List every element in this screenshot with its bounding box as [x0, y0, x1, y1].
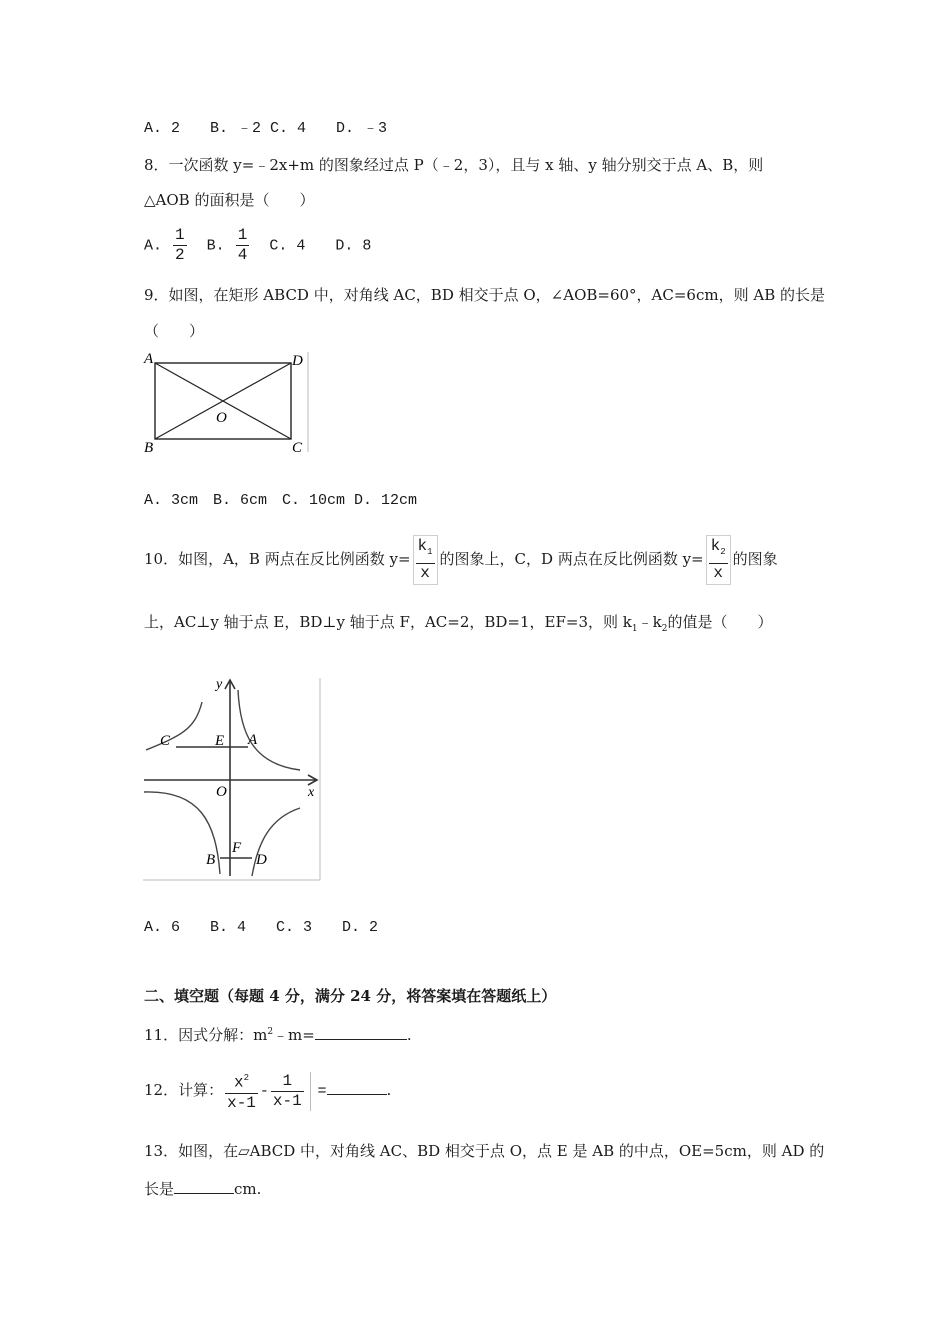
fraction-numerator: 1: [271, 1072, 304, 1092]
label-a: A: [248, 732, 258, 748]
q10-stem-part1: 10．如图，A，B 两点在反比例函数 y=: [144, 550, 411, 568]
q11-end: .: [406, 1026, 412, 1044]
q13-prefix: 长是: [144, 1180, 175, 1198]
q11-suffix: ﹣m=: [273, 1026, 315, 1044]
q7-options: A. 2 B. ﹣2 C. 4 D. ﹣3: [144, 120, 388, 137]
fraction-numerator: 1: [237, 226, 248, 244]
fraction-numerator: [225, 1069, 258, 1093]
k-subscript: 1: [427, 547, 433, 558]
q10-stem-line2b: ﹣k: [637, 613, 662, 631]
q11-line: [144, 1022, 412, 1045]
curve-second-quadrant: [146, 702, 202, 750]
fraction-denominator: x-1: [272, 1091, 302, 1110]
label-a: A: [144, 351, 154, 367]
q10-stem-line2a: 上，AC⊥y 轴于点 E，BD⊥y 轴于点 F，AC=2，BD=1，EF=3，则 k: [144, 613, 632, 631]
fraction-numerator: 1: [175, 226, 185, 244]
label-c: C: [160, 733, 171, 749]
equals-sign: =: [317, 1083, 327, 1100]
fraction-denominator: 2: [175, 246, 185, 264]
label-f: F: [232, 840, 242, 856]
q10-stem-line2: [144, 612, 772, 639]
q10-stem-line1: [144, 535, 778, 585]
fraction-denominator: x-1: [227, 1093, 256, 1112]
q8-stem-line1: 8．一次函数 y=﹣2x+m 的图象经过点 P（﹣2，3），且与 x 轴、y 轴分别交于点 A、B，则: [144, 156, 764, 174]
fraction-numerator: [416, 537, 435, 563]
q8-option-b-label: B.: [206, 237, 225, 255]
minus-sign: -: [259, 1083, 269, 1100]
q11-answer-blank[interactable]: [315, 1025, 407, 1040]
label-b: B: [206, 852, 216, 868]
label-o: O: [216, 784, 227, 800]
q13-stem-line2: [144, 1179, 261, 1199]
x-exponent: 2: [243, 1073, 249, 1084]
label-d: D: [256, 852, 267, 868]
q8-option-a-label: A.: [144, 237, 163, 255]
label-x: x: [308, 785, 315, 800]
label-d: D: [292, 353, 303, 369]
label-o: O: [216, 410, 227, 426]
q13-answer-blank[interactable]: [174, 1179, 234, 1194]
q11-superscript: 2: [267, 1027, 274, 1037]
q10-stem-part3: 的图象: [732, 550, 778, 568]
q8-stem-line2: △AOB 的面积是（ ）: [144, 191, 315, 209]
q9-options: A. 3cm B. 6cm C. 10cm D. 12cm: [144, 492, 418, 509]
curve-first-quadrant: [238, 690, 300, 770]
q10-k1-fraction: [413, 535, 438, 584]
label-b: B: [144, 440, 154, 456]
q8-option-a-fraction: [173, 226, 187, 265]
label-e: E: [215, 733, 225, 749]
label-y: y: [216, 677, 223, 692]
q8-option-b-fraction: [236, 226, 250, 265]
x-symbol: x: [233, 1073, 244, 1092]
q10-stem-line2c: 的值是（ ）: [667, 613, 773, 631]
k-subscript: 2: [720, 547, 726, 558]
q12-answer-blank[interactable]: [327, 1080, 387, 1095]
q9-rectangle-figure: [140, 348, 312, 456]
q10-k2-fraction: [706, 535, 731, 584]
q12-fraction-1: [225, 1069, 258, 1112]
q12-prefix: 12．计算：: [144, 1081, 224, 1099]
fraction-numerator: [709, 537, 728, 563]
q9-stem-line2: （ ）: [144, 322, 205, 340]
q12-end: .: [386, 1081, 392, 1099]
q12-line: [144, 1066, 391, 1116]
k1-subscript: 1: [631, 624, 638, 634]
fraction-denominator: x: [713, 563, 723, 582]
section2-heading: 二、填空题（每题 4 分，满分 24 分，将答案填在答题纸上）: [144, 987, 557, 1005]
q10-stem-part2: 的图象上，C，D 两点在反比例函数 y=: [439, 550, 704, 568]
k2-subscript: 2: [661, 624, 668, 634]
q10-hyperbola-figure: [140, 672, 325, 884]
fraction-denominator: x: [420, 563, 430, 582]
q10-options: A. 6 B. 4 C. 3 D. 2: [144, 919, 379, 936]
q13-suffix: cm.: [234, 1180, 262, 1198]
label-c: C: [292, 440, 303, 456]
k-symbol: k: [417, 537, 428, 556]
fraction-denominator: 4: [237, 246, 248, 264]
q13-stem-line1: 13．如图，在▱ABCD 中，对角线 AC、BD 相交于点 O，点 E 是 AB 的中点，OE=5cm，则 AD 的: [144, 1142, 825, 1160]
q8-options: [144, 226, 371, 266]
k-symbol: k: [710, 537, 721, 556]
q8-options-rest: C. 4 D. 8: [269, 237, 372, 255]
q12-fraction-2: [271, 1072, 311, 1111]
q9-stem-line1: 9．如图，在矩形 ABCD 中，对角线 AC，BD 相交于点 O，∠AOB=60°，AC=6cm，则 AB 的长是: [144, 286, 825, 304]
q11-prefix: 11．因式分解：m: [144, 1026, 268, 1044]
